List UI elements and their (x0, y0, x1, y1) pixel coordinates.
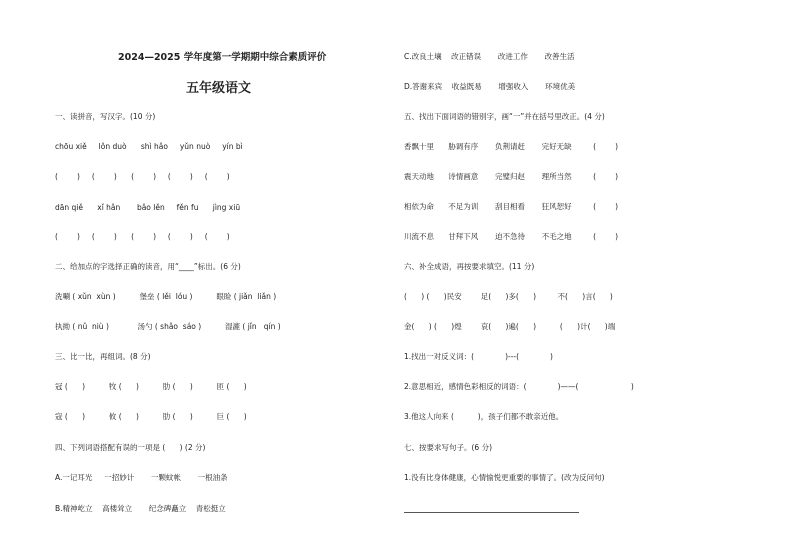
typo-row-3: 相依为命 不足为训 刮目相看 狂风恕好 ( ) (404, 202, 619, 211)
section-1-heading: 一、读拼音，写汉字。(10 分) (55, 112, 156, 121)
option-a: A.一记耳光 一招妙计 一颗蚊帐 一根油条 (55, 473, 228, 482)
answer-boxes-row-1: ( ) ( ) ( ) ( ) ( ) (55, 172, 230, 181)
sentence-question-1: 1.没有比身体健康，心情愉悦更重要的事情了。(改为反问句) (404, 473, 605, 482)
exam-subtitle: 五年级语文 (186, 81, 252, 96)
section-6-heading: 六、补全成语，再按要求填空。(11 分) (404, 262, 535, 271)
answer-boxes-row-2: ( ) ( ) ( ) ( ) ( ) (55, 232, 230, 241)
pronunciation-row-2: 执拗 ( nǔ niù ) 汤勺 ( shǎo sáo ) 湿漉 ( jǐn qín ) (55, 322, 281, 331)
idiom-question-2: 2.意思相近，感情色彩相反的词语：( )——( ) (404, 382, 634, 391)
idiom-row-1: ( ) ( )民安 足( )多( ) 不( )言( ) (404, 292, 613, 301)
option-d: D.答谢来宾 收益既易 增强收入 环境优美 (404, 82, 576, 91)
option-b: B.精神屹立 高楼耸立 纪念碑矗立 青松挺立 (55, 504, 226, 513)
section-7-heading: 七、按要求写句子。(6 分) (404, 443, 493, 452)
compare-row-2: 寇 ( ) 攸 ( ) 肋 ( ) 巨 ( ) (55, 412, 247, 421)
typo-row-2: 震天动地 诗情画意 完璧归赵 理所当然 ( ) (404, 172, 619, 181)
section-5-heading: 五、找出下面词语的错别字，画“一”并在括号里改正。(4 分) (404, 112, 605, 121)
idiom-question-3: 3.他这人向来 ( )，孩子们都不敢亲近他。 (404, 412, 564, 421)
exam-title: 2024—2025 学年度第一学期期中综合素质评价 (118, 52, 327, 63)
typo-row-1: 香飘十里 胁调有序 负荆请赶 完好无缺 ( ) (404, 142, 619, 151)
section-3-heading: 三、比一比，再组词。(8 分) (55, 352, 151, 361)
answer-line (404, 512, 579, 513)
idiom-row-2: 金( ) ( )煌 哀( )遍( ) ( )计( )端 (404, 322, 616, 331)
option-c: C.改良土壤 改正错误 改进工作 改善生活 (404, 52, 575, 61)
section-2-heading: 二、给加点的字选择正确的读音，用“____”标出。(6 分) (55, 262, 241, 271)
typo-row-4: 川流不息 甘拜下风 迫不急待 不毛之地 ( ) (404, 232, 619, 241)
compare-row-1: 冠 ( ) 牧 ( ) 肋 ( ) 匝 ( ) (55, 382, 247, 391)
pronunciation-row-1: 洗唰 ( xǔn xùn ) 堡垒 ( lěi lóu ) 眼睑 ( jiǎn liǎn ) (55, 292, 277, 301)
section-4-heading: 四、下列词语搭配有误的一项是 ( ) (2 分) (55, 443, 206, 452)
pinyin-row-1: chōu xiě lǒn duò shì hǎo yǔn nuò yín bì (55, 142, 243, 151)
pinyin-row-2: dān qiě xǐ hǎn bǎo lěn fěn fu jìng xiū (55, 203, 241, 212)
idiom-question-1: 1.找出一对反义词：( )---( ) (404, 352, 553, 361)
